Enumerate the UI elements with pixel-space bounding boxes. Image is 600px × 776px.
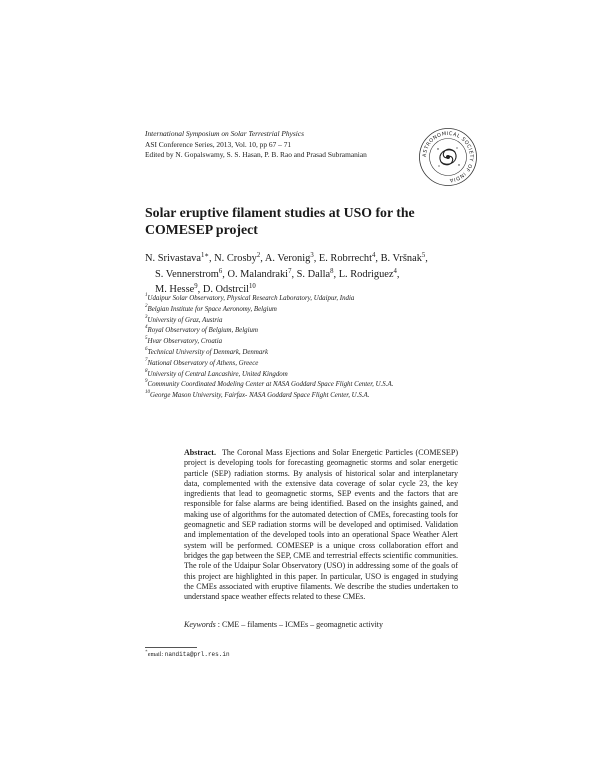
author: B. Vršnak [380,253,422,264]
author-separator: , [260,253,265,264]
affiliation: $^8$University of Central Lancashire, United Kingdom [145,368,288,378]
author-marker: 7 [288,267,292,275]
author: S. Vennerstrom [155,268,219,280]
author: D. Odstrcil [202,284,250,296]
author: A. Veronig [264,253,311,264]
title-line-2: COMESEP project [145,221,258,237]
affiliation: $^5$Hvar Observatory, Croatia [145,336,223,346]
author-marker: 10 [249,283,256,291]
author: M. Hesse [155,284,195,296]
author: L. Rodriguez [338,268,394,280]
author-separator: , [291,268,297,280]
title-line-1: Solar eruptive filament studies at USO for the [145,205,415,220]
affiliation: $^3$University of Graz, Austria [145,314,223,324]
footnote-mark: ∗ [145,648,148,653]
keywords-label: Keywords [184,620,216,629]
author-line-2 [145,267,465,283]
journal-header [145,129,445,161]
author-separator: , [222,268,228,280]
editors: Edited by N. Gopalswamy, S. S. Hasan, P. B. Rao and Prasad Subramanian [145,150,367,159]
affiliation-list [145,294,485,402]
author: E. Robrrecht [318,253,372,264]
author: O. Malandraki [227,268,289,280]
author: N. Crosby [214,253,257,264]
author-separator: , [333,268,339,280]
seal-text: ASTRONOMICAL SOCIETY OF INDIA [421,130,475,184]
author-marker: 2 [256,252,261,259]
author-line-1 [145,251,465,267]
abstract-text: The Coronal Mass Ejections and Solar Energetic Particles (COMESEP) project is developing tools for forecasting geomagnetic storms and solar energetic particle (SEP) radiation storms. By analysis of historical solar and interplanetary data, complemented with the extensive data coverage of solar cycle 23, the key ingredients that lead to geomagnetic storms, SEP events and the factors that are responsible for false alarms are being identified. Based on the insights gained, and making use of algorithms for the automated detection of CMEs, forecasting tools for geomagnetic and SEP radiation storms will be developed and optimised. Validation and implementation of the developed tools into an operational Space Weather Alert system will be performed. COMESEP is a unique cross collaboration effort and bridges the gap between the SEP, CME and terrestrial effects scientific communities. The role of the Udaipur Solar Observatory (USO) in addressing some of the goals of this project are highlighted in this paper. In particular, USO is engaged in studying the CMEs associated with eruptive filaments. We describe the studies undertaken to understand space weather effects related to these CMEs. [184,448,458,602]
author-list [145,251,465,298]
affiliation: $^{10}$George Mason University, Fairfax- NASA Goddard Space Flight Center, U.S.A. [145,390,370,400]
author: N. Srivastava [145,253,201,264]
keywords [184,620,464,630]
footnote-label: email: [147,651,165,658]
footnote-rule [145,647,197,648]
abstract [184,448,458,602]
paper-title [145,205,465,238]
author-separator: , [396,268,400,280]
keywords-separator: : [215,620,222,629]
author-marker: 4 [371,252,376,259]
author-separator: , [313,253,319,264]
conference-name: International Symposium on Solar Terrestrial Physics [145,129,304,138]
author-separator: , [425,253,428,264]
society-seal-logo [418,127,478,187]
author-marker: 5 [421,252,426,259]
author-separator: , [375,253,381,264]
author-marker: 6 [218,267,223,275]
keywords-text: CME – filaments – ICMEs – geomagnetic activity [221,620,384,629]
author: S. Dalla [296,268,331,280]
author-marker: 4 [393,267,397,275]
author-marker: 8 [330,267,334,275]
affiliation: $^4$Royal Observatory of Belgium, Belgium [145,325,258,335]
affiliation: $^9$Community Coordinated Modeling Center at NASA Goddard Space Flight Center, U.S.A. [145,379,394,389]
affiliation: $^7$National Observatory of Athens, Greece [145,357,259,367]
footnote [145,648,230,659]
affiliation: $^2$Belgian Institute for Space Aeronomy, Belgium [145,303,277,313]
author-separator: , [197,284,203,296]
email-link[interactable]: nandita@prl.res.in [164,651,230,658]
author-marker: 3 [310,252,314,259]
affiliation: $^1$Udaipur Solar Observatory, Physical Research Laboratory, Udaipur, India [145,293,355,302]
author-separator: , [208,253,215,264]
author-marker: 9 [194,283,198,291]
abstract-label: Abstract. [184,448,216,457]
author-marker: 1∗ [200,252,209,259]
affiliation: $^6$Technical University of Denmark, Denmark [145,346,268,356]
series-info: ASI Conference Series, 2013, Vol. 10, pp 67 – 71 [145,139,292,149]
